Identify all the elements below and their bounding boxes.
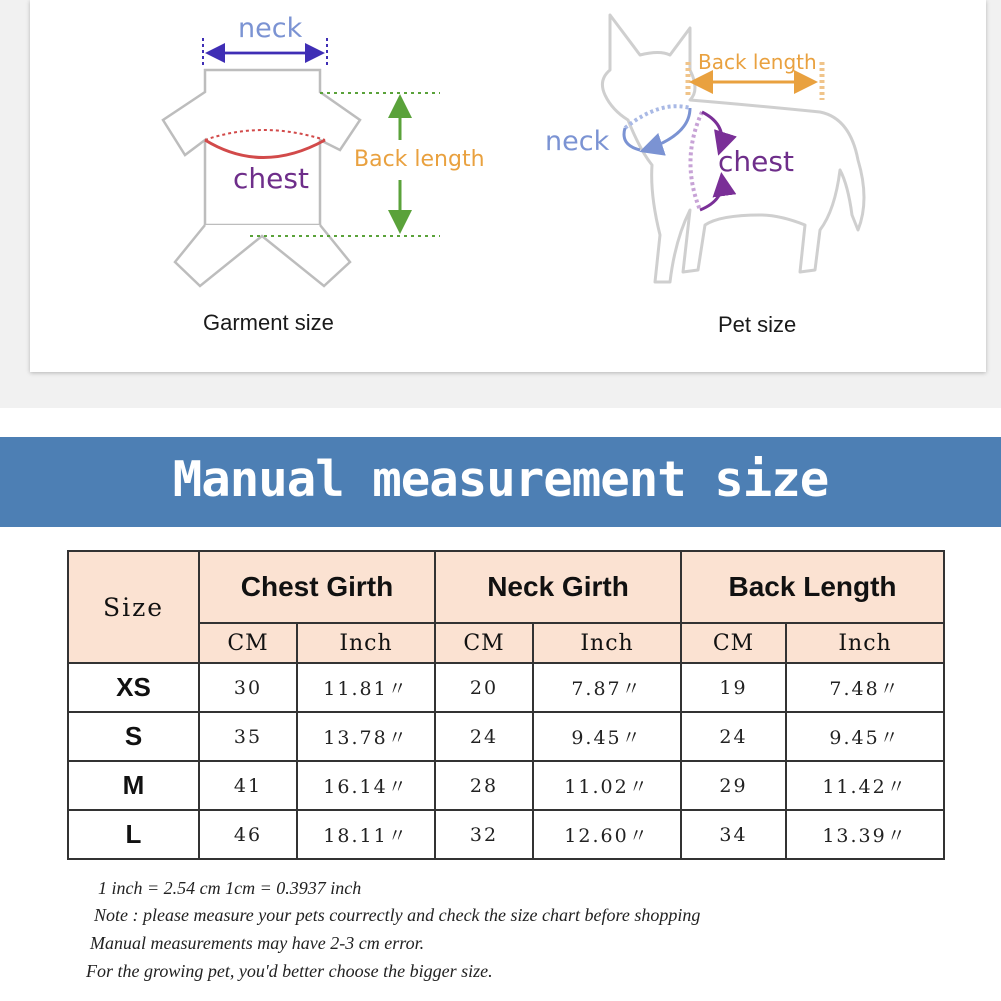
pet-chest-label: chest bbox=[718, 145, 794, 178]
garment-neck-label: neck bbox=[238, 13, 303, 44]
size-cell: M bbox=[68, 761, 199, 810]
garment-size-caption: Garment size bbox=[203, 310, 334, 335]
pet-neck-arrow bbox=[624, 106, 690, 150]
neck-inch-cell: 12.60〃 bbox=[533, 810, 681, 859]
table-row bbox=[68, 761, 944, 810]
header-back-length: Back Length bbox=[681, 551, 944, 623]
measurement-diagram bbox=[0, 0, 1001, 408]
garment-chest-label: chest bbox=[233, 162, 309, 195]
note-growing: For the growing pet, you'd better choose the bigger size. bbox=[86, 961, 493, 981]
back-cm-cell: 24 bbox=[681, 712, 786, 761]
neck-cm-cell: 28 bbox=[435, 761, 533, 810]
chest-cm-cell: 46 bbox=[199, 810, 297, 859]
neck-inch-cell: 9.45〃 bbox=[533, 712, 681, 761]
pet-size-caption: Pet size bbox=[718, 312, 797, 337]
header-size: Size bbox=[68, 551, 199, 663]
title-banner bbox=[0, 437, 1001, 527]
back-cm-cell: 19 bbox=[681, 663, 786, 712]
unit-inch: Inch bbox=[533, 623, 681, 663]
neck-inch-cell: 11.02〃 bbox=[533, 761, 681, 810]
diagram-area bbox=[0, 0, 1001, 408]
chest-inch-cell: 16.14〃 bbox=[297, 761, 435, 810]
neck-cm-cell: 20 bbox=[435, 663, 533, 712]
neck-inch-cell: 7.87〃 bbox=[533, 663, 681, 712]
pet-neck-label: neck bbox=[545, 126, 610, 157]
size-chart-table bbox=[67, 550, 945, 860]
unit-inch: Inch bbox=[297, 623, 435, 663]
table-row bbox=[68, 810, 944, 859]
table-header-row bbox=[68, 551, 944, 623]
note-error: Manual measurements may have 2-3 cm error. bbox=[90, 933, 425, 953]
chest-cm-cell: 35 bbox=[199, 712, 297, 761]
chest-inch-cell: 18.11〃 bbox=[297, 810, 435, 859]
neck-cm-cell: 24 bbox=[435, 712, 533, 761]
size-cell: S bbox=[68, 712, 199, 761]
table-row bbox=[68, 663, 944, 712]
unit-inch: Inch bbox=[786, 623, 944, 663]
banner-title: Manual measurement size bbox=[172, 451, 829, 508]
unit-cm: CM bbox=[681, 623, 786, 663]
header-neck-girth: Neck Girth bbox=[435, 551, 681, 623]
back-inch-cell: 9.45〃 bbox=[786, 712, 944, 761]
table-row bbox=[68, 712, 944, 761]
size-cell: XS bbox=[68, 663, 199, 712]
size-cell: L bbox=[68, 810, 199, 859]
unit-cm: CM bbox=[199, 623, 297, 663]
garment-back-length-label: Back length bbox=[354, 147, 485, 172]
chest-cm-cell: 30 bbox=[199, 663, 297, 712]
back-cm-cell: 29 bbox=[681, 761, 786, 810]
note-conversion: 1 inch = 2.54 cm 1cm = 0.3937 inch bbox=[98, 878, 362, 898]
pet-back-length-label: Back length bbox=[698, 50, 817, 74]
table-unit-row bbox=[68, 623, 944, 663]
back-cm-cell: 34 bbox=[681, 810, 786, 859]
chest-inch-cell: 11.81〃 bbox=[297, 663, 435, 712]
neck-cm-cell: 32 bbox=[435, 810, 533, 859]
header-chest-girth: Chest Girth bbox=[199, 551, 435, 623]
back-inch-cell: 11.42〃 bbox=[786, 761, 944, 810]
back-inch-cell: 13.39〃 bbox=[786, 810, 944, 859]
note-measure: Note : please measure your pets courrectly and check the size chart before shopping bbox=[94, 905, 701, 925]
unit-cm: CM bbox=[435, 623, 533, 663]
chest-cm-cell: 41 bbox=[199, 761, 297, 810]
back-inch-cell: 7.48〃 bbox=[786, 663, 944, 712]
chest-inch-cell: 13.78〃 bbox=[297, 712, 435, 761]
